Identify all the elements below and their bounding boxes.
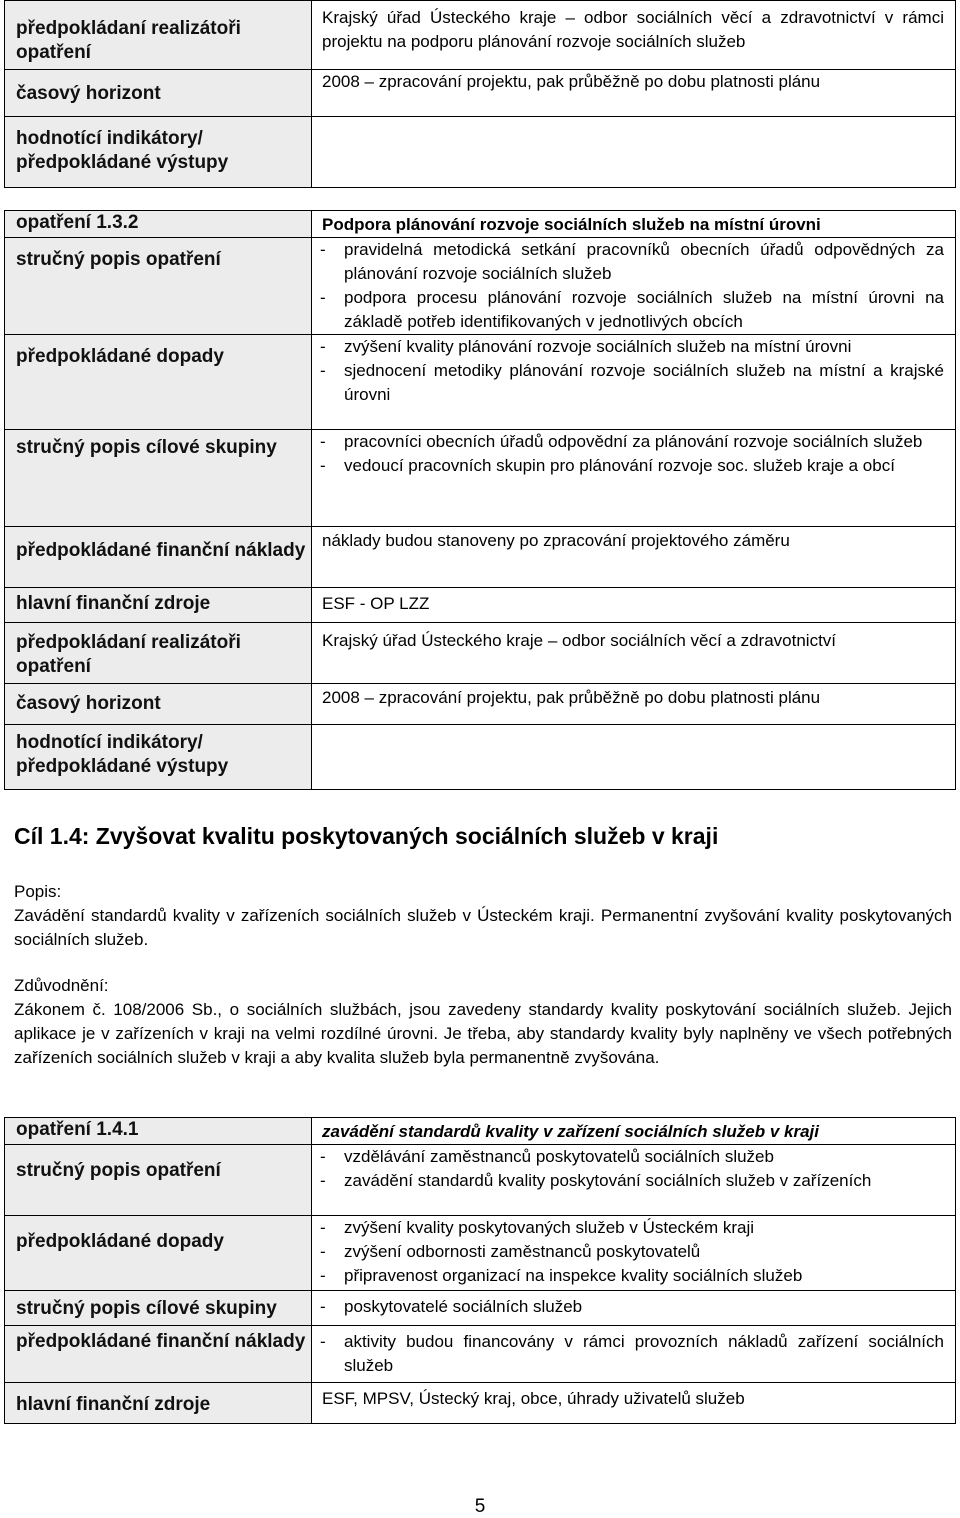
measure-141-table: [4, 1117, 956, 1424]
label-horizon: časový horizont: [16, 83, 161, 104]
measure-141-label-impacts: předpokládané dopady: [16, 1231, 224, 1252]
list-item: - zvýšení kvality poskytovaných služeb v Ústeckém kraji: [320, 1218, 755, 1237]
list-item: - zvýšení kvality plánování rozvoje sociálních služeb na místní úrovni: [320, 337, 852, 356]
measure-141-sources: ESF, MPSV, Ústecký kraj, obce, úhrady uživatelů služeb: [322, 1389, 745, 1408]
list-item: - pravidelná metodická setkání pracovníků obecních úřadů odpovědných za plánování rozvoje sociálních služeb: [320, 240, 944, 283]
label-implementers: předpokládaní realizátoři opatření: [16, 18, 241, 63]
measure-141-impact-list: [312, 1216, 955, 1288]
list-item: - podpora procesu plánování rozvoje sociálních služeb na místní úrovni na základě potřeb identifikovaných v jednotlivých obcích: [320, 288, 944, 331]
measure-132-horizon: 2008 – zpracování projektu, pak průběžně po dobu platnosti plánu: [322, 688, 821, 707]
measure-132-label-indicators: hodnotící indikátory/ předpokládané výstupy: [16, 732, 229, 777]
measure-132-sources: ESF - OP LZZ: [322, 594, 430, 613]
label-indicators: hodnotící indikátory/ předpokládané výstupy: [16, 128, 229, 173]
measure-132-label-impacts: předpokládané dopady: [16, 346, 224, 367]
goal-14-zduvodneni-label: Zdůvodnění:: [14, 976, 109, 995]
measure-132-label-description: stručný popis opatření: [16, 249, 221, 270]
list-item: - aktivity budou financovány v rámci provozních nákladů zařízení sociálních služeb: [320, 1332, 944, 1375]
measure-141-cost-list: [312, 1326, 955, 1378]
list-item: - zavádění standardů kvality poskytování sociálních služeb v zařízeních: [320, 1171, 872, 1190]
goal-14-heading: Cíl 1.4: Zvyšovat kvalitu poskytovaných sociálních služeb v kraji: [14, 823, 719, 849]
measure-132-impact-list: [312, 335, 955, 407]
measure-132-label-sources: hlavní finanční zdroje: [16, 593, 211, 614]
measure-141-label-costs: předpokládané finanční náklady: [16, 1331, 306, 1352]
goal-14-popis-text: Zavádění standardů kvality v zařízeních sociálních služeb v Ústeckém kraji. Permanentní zvyšování kvality poskytovaných sociálních služeb.: [14, 906, 952, 949]
measure-132-implementers: Krajský úřad Ústeckého kraje – odbor sociálních věcí a zdravotnictví: [322, 631, 837, 650]
value-implementers: Krajský úřad Ústeckého kraje – odbor sociálních věcí a zdravotnictví v rámci projektu na podporu plánování rozvoje sociálních služeb: [322, 8, 944, 51]
list-item: - sjednocení metodiky plánování rozvoje sociálních služeb na místní a krajské úrovni: [320, 361, 944, 404]
list-item: - připravenost organizací na inspekce kvality sociálních služeb: [320, 1266, 803, 1285]
list-item: - vedoucí pracovních skupin pro plánování rozvoje soc. služeb kraje a obcí: [320, 456, 895, 475]
value-horizon: 2008 – zpracování projektu, pak průběžně po dobu platnosti plánu: [322, 72, 821, 91]
measure-132-label-implementers: předpokládaní realizátoři opatření: [16, 632, 241, 677]
measure-141-label-description: stručný popis opatření: [16, 1160, 221, 1181]
measure-141-title: zavádění standardů kvality v zařízení sociálních služeb v kraji: [322, 1122, 819, 1141]
list-item: - pracovníci obecních úřadů odpovědní za plánování rozvoje sociálních služeb: [320, 432, 923, 451]
measure-132-label-costs: předpokládané finanční náklady: [16, 540, 306, 561]
measure-141-target-list: [312, 1291, 955, 1319]
measure-132-table: [4, 210, 956, 790]
measure-132-target-list: [312, 430, 955, 478]
page-number: 5: [474, 1496, 486, 1517]
measure-141-description-list: [312, 1145, 955, 1193]
goal-14-popis-label: Popis:: [14, 882, 62, 901]
list-item: - vzdělávání zaměstnanců poskytovatelů sociálních služeb: [320, 1147, 774, 1166]
goal-14-zduvodneni-text: Zákonem č. 108/2006 Sb., o sociálních službách, jsou zavedeny standardy kvality poskytování sociálních služeb. Jejich aplikace je v zařízeních v kraji na velmi rozdílné úrovni. Je třeba, aby standardy kvality byly naplněny ve všech potřebných zařízeních sociálních služeb v kraji a aby kvalita služeb byla permanentně zvyšována.: [14, 1000, 952, 1067]
measure-132-label-target: stručný popis cílové skupiny: [16, 437, 277, 458]
measure-132-label-horizon: časový horizont: [16, 693, 161, 714]
measure-132-costs: náklady budou stanoveny po zpracování projektového záměru: [322, 531, 790, 550]
measure-132-title: Podpora plánování rozvoje sociálních služeb na místní úrovni: [322, 215, 821, 234]
list-item: - zvýšení odbornosti zaměstnanců poskytovatelů: [320, 1242, 701, 1261]
measure-132-id: opatření 1.3.2: [16, 212, 139, 233]
measure-132-description-list: [312, 238, 955, 334]
measure-141-id: opatření 1.4.1: [16, 1119, 139, 1140]
measure-141-label-sources: hlavní finanční zdroje: [16, 1394, 211, 1415]
list-item: - poskytovatelé sociálních služeb: [320, 1297, 583, 1316]
measure-141-label-target: stručný popis cílové skupiny: [16, 1298, 277, 1319]
top-table: [4, 0, 956, 188]
